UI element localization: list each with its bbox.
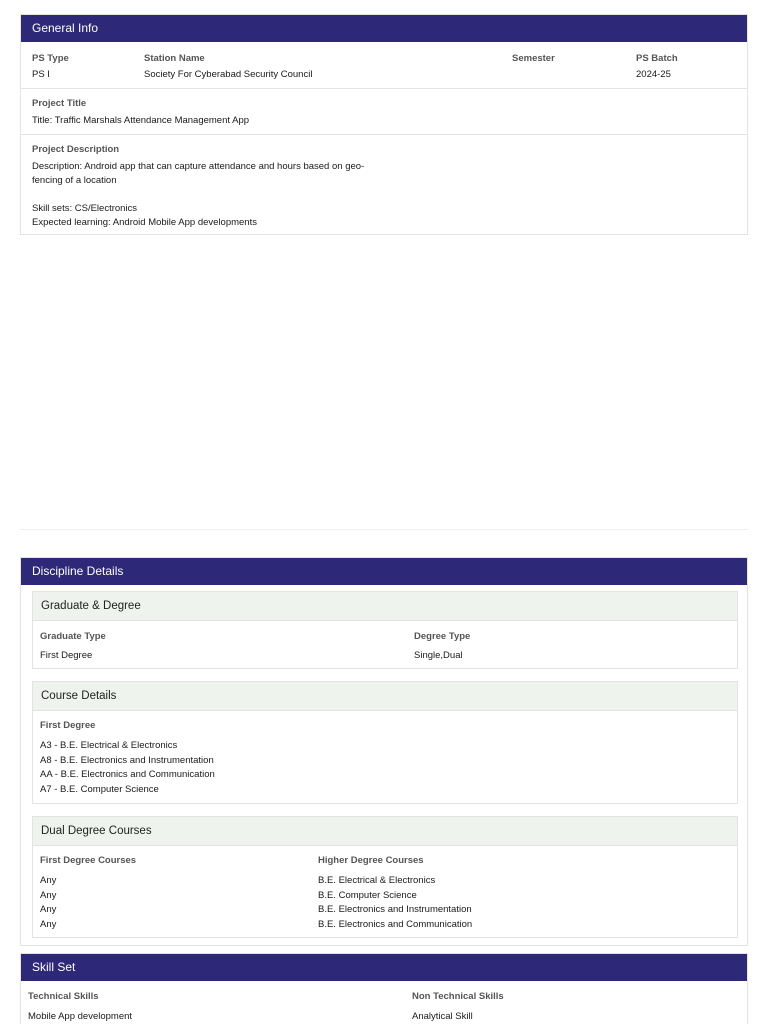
technical-skills-label: Technical Skills [28, 991, 99, 1002]
ps-type-value: PS I [32, 69, 50, 80]
list-item: Any [40, 904, 57, 915]
first-degree-course-list [40, 874, 56, 932]
list-item: A8 - B.E. Electronics and Instrumentation [40, 754, 214, 766]
project-description-line-2: fencing of a location [32, 175, 117, 186]
list-item: B.E. Electronics and Instrumentation [318, 904, 472, 915]
project-description-line-1: Description: Android app that can capture attendance and hours based on geo- [32, 161, 365, 172]
first-degree-courses-label: First Degree Courses [40, 855, 137, 866]
dual-degree-card [32, 816, 738, 938]
technical-skills-value: Mobile App development [28, 1011, 133, 1022]
list-item: AA - B.E. Electronics and Communication [40, 769, 215, 780]
graduate-degree-card [32, 591, 738, 669]
list-item: Any [40, 918, 57, 930]
non-technical-skills-value: Analytical Skill [412, 1011, 473, 1022]
project-description-label: Project Description [32, 144, 120, 155]
course-details-title: Course Details [33, 682, 737, 711]
list-item: B.E. Computer Science [318, 889, 417, 901]
degree-type-label: Degree Type [414, 631, 471, 642]
project-title-section [21, 89, 747, 135]
ps-batch-cell [636, 53, 678, 80]
project-title-value: Title: Traffic Marshals Attendance Management App [32, 115, 250, 126]
station-name-value: Society For Cyberabad Security Council [144, 69, 313, 80]
course-details-card [32, 681, 738, 804]
first-degree-label: First Degree [40, 720, 96, 731]
ps-batch-value: 2024-25 [636, 69, 671, 80]
skill-set-header: Skill Set [21, 954, 747, 981]
dual-degree-title: Dual Degree Courses [33, 817, 737, 846]
graduate-type-value: First Degree [40, 650, 93, 661]
expected-learning-text: Expected learning: Android Mobile App developments [32, 217, 257, 228]
skill-set-panel [20, 953, 748, 1024]
semester-cell [512, 53, 555, 69]
higher-degree-course-list [318, 874, 472, 932]
general-info-header: General Info [21, 15, 747, 42]
degree-type-value: Single,Dual [414, 650, 463, 661]
non-technical-skills-label: Non Technical Skills [412, 991, 504, 1002]
list-item: Any [40, 889, 57, 901]
ps-type-cell [32, 53, 69, 80]
list-item: B.E. Electrical & Electronics [318, 875, 436, 886]
list-item: A7 - B.E. Computer Science [40, 783, 159, 795]
ps-type-label: PS Type [32, 53, 69, 64]
ps-batch-label: PS Batch [636, 53, 678, 64]
higher-degree-courses-label: Higher Degree Courses [318, 855, 424, 866]
graduate-degree-title: Graduate & Degree [33, 592, 737, 621]
list-item: A3 - B.E. Electrical & Electronics [40, 740, 178, 751]
project-description-section [21, 135, 747, 230]
list-item: B.E. Electronics and Communication [318, 918, 473, 930]
graduate-type-label: Graduate Type [40, 631, 106, 642]
project-title-label: Project Title [32, 98, 87, 109]
discipline-details-header: Discipline Details [21, 558, 747, 585]
general-info-panel [20, 14, 748, 235]
ps-summary-row [21, 42, 747, 89]
discipline-details-panel [20, 557, 748, 946]
semester-label: Semester [512, 53, 555, 64]
skill-sets-text: Skill sets: CS/Electronics [32, 203, 138, 214]
station-name-cell [144, 53, 312, 80]
course-list [40, 739, 215, 797]
list-item: Any [40, 875, 57, 886]
station-name-label: Station Name [144, 53, 205, 64]
section-divider [20, 529, 748, 530]
